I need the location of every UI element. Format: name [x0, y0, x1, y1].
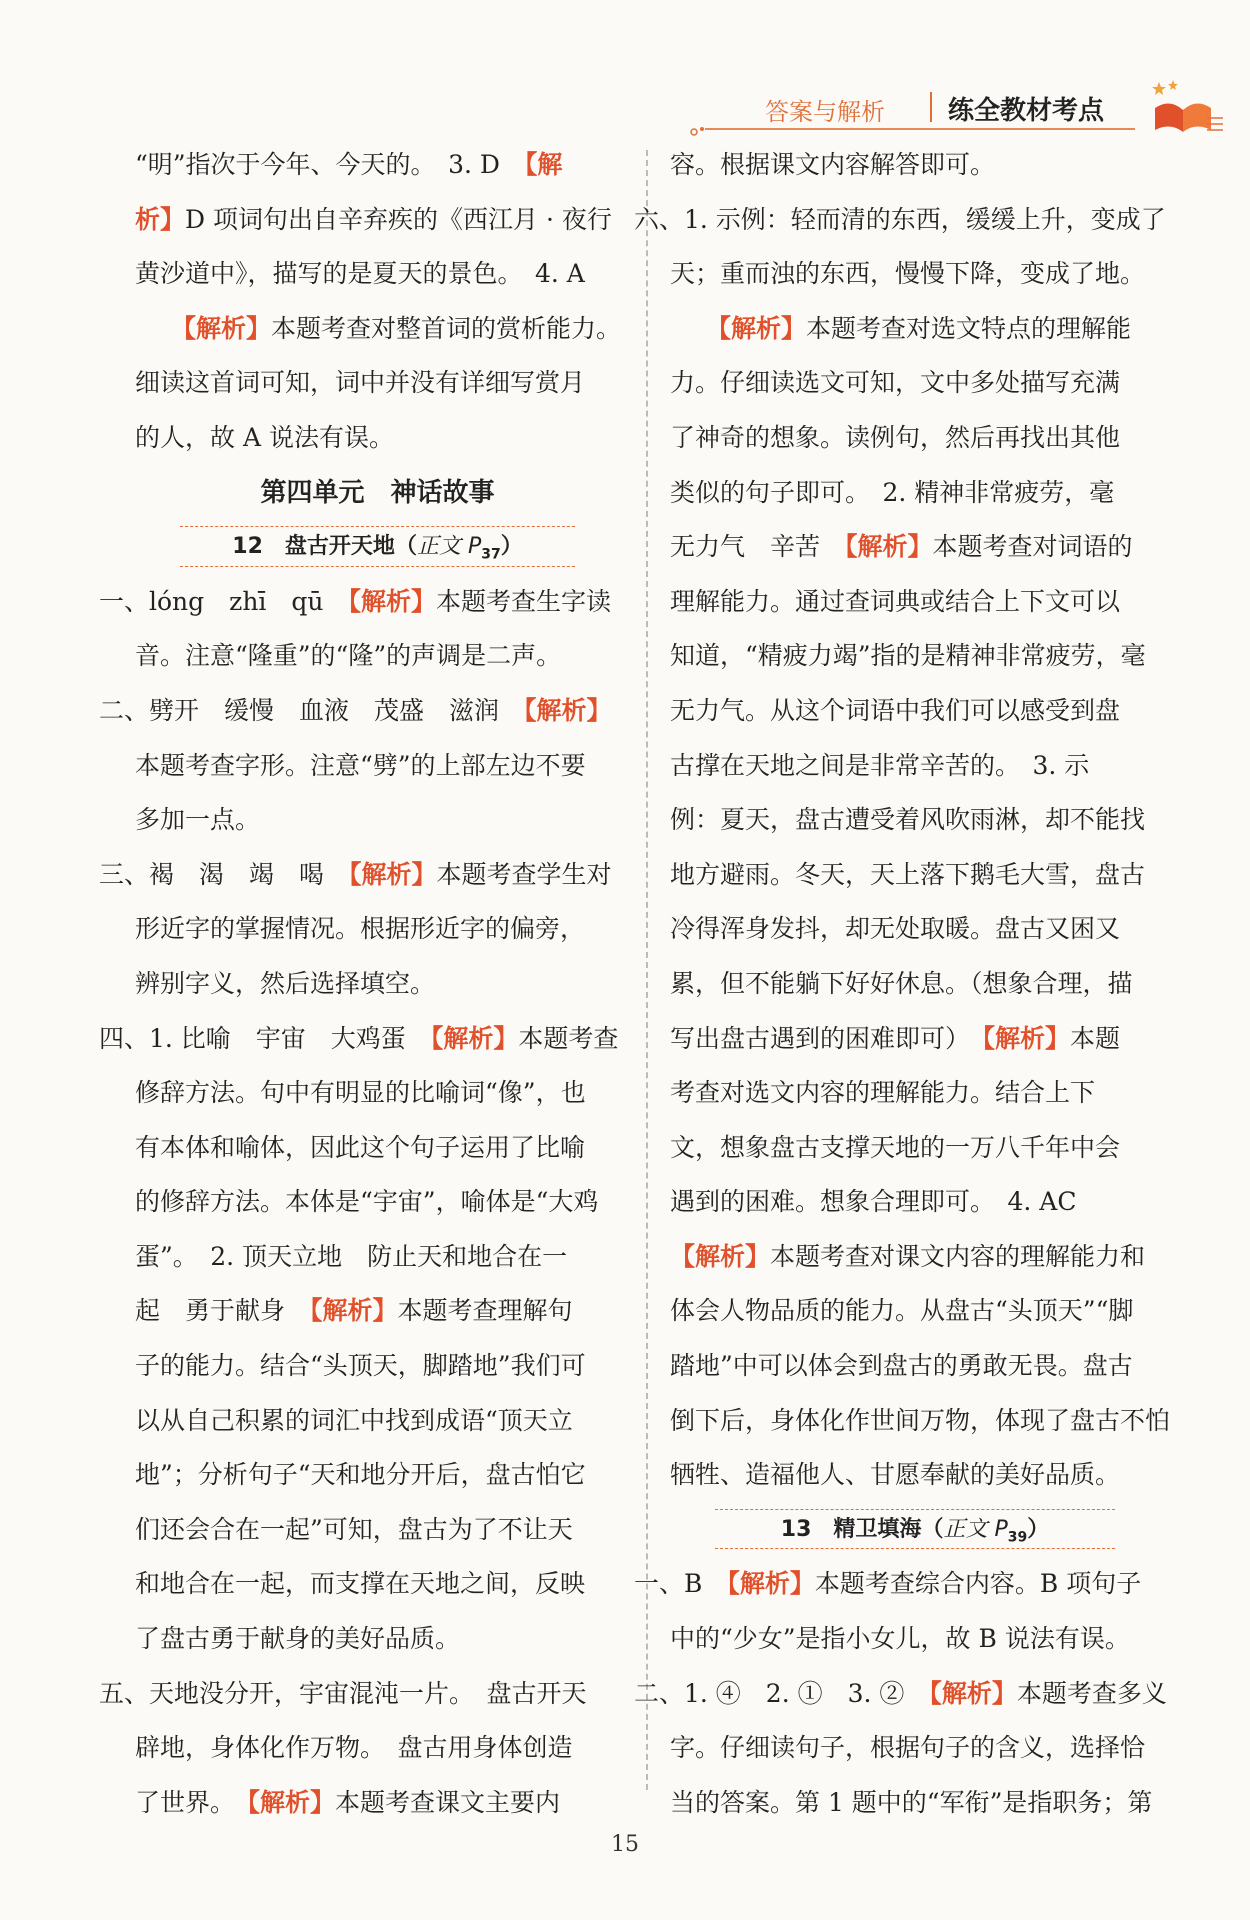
- text-segment: 二、1. ④ 2. ① 3. ②: [634, 1678, 930, 1708]
- text-line: [670, 957, 1160, 1012]
- text-segment: 踏地”中可以体会到盘古的勇敢无畏。盘古: [670, 1351, 1133, 1381]
- text-segment: 本题考查综合内容。B 项句子: [814, 1569, 1142, 1599]
- text-segment: “明”指次于今年、今天的。 3. D: [135, 150, 525, 179]
- text-line: [670, 629, 1160, 684]
- text-line: [670, 1776, 1160, 1831]
- text-line: [135, 1776, 620, 1831]
- left-column: [99, 138, 622, 1830]
- header-book-title: 练全教材考点: [948, 96, 1105, 126]
- dots-decoration-icon: [690, 120, 710, 140]
- analysis-tag: 【解析】: [706, 313, 807, 343]
- text-line: [670, 138, 1160, 193]
- text-line: [670, 1394, 1171, 1449]
- text-segment: 倒下后，身体化作世间万物，体现了盘古不怕: [670, 1405, 1171, 1435]
- analysis-tag: 【解析】: [349, 859, 437, 889]
- text-segment: 有本体和喻体，因此这个句子运用了比喻: [135, 1132, 586, 1162]
- text-segment: 细读这首词可知，词中并没有详细写赏月: [135, 368, 586, 398]
- text-segment: 本题考查多义: [1016, 1678, 1167, 1708]
- text-segment: 一、lóng zhī qū: [99, 586, 349, 616]
- text-segment: 知道，“精疲力竭”指的是精神非常疲劳，毫: [670, 641, 1146, 671]
- text-segment: 和地合在一起，而支撑在天地之间，反映: [135, 1569, 586, 1599]
- text-segment: 以从自己积累的词汇中找到成语“顶天立: [135, 1405, 573, 1435]
- lesson-13-title: 13 精卫填海（正文 $P_{39}$）: [670, 1503, 1160, 1558]
- analysis-tag: 析】: [135, 204, 186, 234]
- text-segment: 本题: [1070, 1023, 1121, 1053]
- analysis-tag: 【解析】: [310, 1296, 398, 1326]
- text-line: [670, 902, 1160, 957]
- text-segment: 本题考查对词语的: [932, 532, 1133, 562]
- text-segment: 写出盘古遇到的困难即可）: [670, 1023, 983, 1053]
- text-segment: 二、劈开 缓慢 血液 茂盛 滋润: [99, 695, 525, 725]
- text-segment: 本题考查: [518, 1023, 619, 1053]
- text-segment: 起 勇于献身: [135, 1296, 311, 1326]
- text-line: [135, 302, 620, 357]
- text-segment: 本题考查学生对: [436, 859, 612, 889]
- analysis-tag: 【解析】: [524, 695, 612, 725]
- text-line: [135, 957, 620, 1012]
- text-segment: 牺牲、造福他人、甘愿奉献的美好品质。: [670, 1460, 1121, 1490]
- text-line: [135, 793, 620, 848]
- text-segment: 力。仔细读选文可知，文中多处描写充满: [670, 368, 1121, 398]
- text-line: [99, 848, 620, 903]
- text-line: [135, 1448, 620, 1503]
- text-segment: 修辞方法。句中有明显的比喻词“像”，也: [135, 1078, 586, 1108]
- analysis-tag: 【解: [524, 150, 563, 179]
- text-line: [99, 684, 620, 739]
- text-segment: 地”；分析句子“天和地分开后，盘古怕它: [135, 1460, 586, 1490]
- analysis-tag: 【解析】: [727, 1569, 815, 1599]
- text-segment: 体会人物品质的能力。从盘古“头顶天”“脚: [670, 1296, 1134, 1326]
- text-line: [670, 848, 1160, 903]
- text-line: [670, 466, 1160, 521]
- text-segment: 五、天地没分开，宇宙混沌一片。 盘古开天: [99, 1678, 587, 1708]
- text-line: [670, 1612, 1160, 1667]
- text-line: [670, 1230, 1160, 1285]
- text-line: [670, 1121, 1160, 1176]
- analysis-tag: 【解析】: [845, 532, 933, 562]
- analysis-tag: 【解析】: [982, 1023, 1071, 1053]
- text-segment: 四、1. 比喻 宇宙 大鸡蛋: [99, 1023, 431, 1053]
- header-separator: [930, 92, 932, 122]
- text-line: [670, 739, 1160, 794]
- text-segment: 无力气 辛苦: [670, 532, 846, 562]
- text-segment: 古撑在天地之间是非常辛苦的。 3. 示: [670, 750, 1090, 780]
- text-line: [135, 411, 620, 466]
- text-line: [135, 138, 620, 193]
- text-line: [135, 1394, 620, 1449]
- text-line: [670, 793, 1160, 848]
- book-logo-icon: [1145, 78, 1225, 138]
- text-line: [670, 1721, 1160, 1776]
- text-segment: 了世界。: [135, 1787, 248, 1817]
- text-segment: 中的“少女”是指小女儿，故 B 说法有误。: [670, 1624, 1130, 1654]
- text-segment: 天；重而浊的东西，慢慢下降，变成了地。: [670, 259, 1146, 289]
- text-segment: 们还会合在一起”可知，盘古为了不让天: [135, 1514, 573, 1544]
- text-line: [135, 1339, 620, 1394]
- text-line: [99, 1012, 620, 1067]
- text-line: [634, 193, 1166, 248]
- text-segment: 子的能力。结合“头顶天，脚踏地”我们可: [135, 1351, 586, 1381]
- text-line: [135, 1503, 620, 1558]
- text-segment: 本题考查字形。注意“劈”的上部左边不要: [135, 750, 586, 780]
- text-segment: 地方避雨。冬天，天上落下鹅毛大雪，盘古: [670, 859, 1146, 889]
- text-segment: 本题考查对课文内容的理解能力和: [770, 1241, 1146, 1271]
- text-line: [99, 575, 620, 630]
- text-line: [670, 247, 1160, 302]
- lesson-12-title: 12 盘古开天地（正文 $P_{37}$）: [135, 520, 620, 575]
- text-line: [135, 1066, 620, 1121]
- unit-title: 第四单元 神话故事: [260, 477, 495, 508]
- analysis-tag: 【解析】: [670, 1241, 771, 1271]
- text-segment: 类似的句子即可。 2. 精神非常疲劳，毫: [670, 477, 1115, 507]
- text-segment: 字。仔细读句子，根据句子的含义，选择恰: [670, 1733, 1146, 1763]
- text-line: [670, 1339, 1160, 1394]
- column-divider: [646, 150, 648, 1790]
- text-line: [99, 1667, 620, 1722]
- text-segment: 本题考查对整首词的赏析能力。: [271, 313, 622, 343]
- analysis-tag: 【解析】: [247, 1787, 336, 1817]
- text-segment: 黄沙道中》，描写的是夏天的景色。 4. A: [135, 259, 585, 289]
- text-segment: 蛋”。 2. 顶天立地 防止天和地合在一: [135, 1241, 568, 1271]
- text-line: [670, 684, 1160, 739]
- text-line: [634, 1667, 1167, 1722]
- text-segment: 了神奇的想象。读例句，然后再找出其他: [670, 422, 1121, 452]
- text-segment: 一、B: [634, 1569, 728, 1599]
- text-line: [135, 1175, 620, 1230]
- text-segment: 六、1. 示例：轻而清的东西，缓缓上升，变成了: [634, 204, 1166, 234]
- text-line: [135, 1230, 620, 1285]
- right-column: [634, 138, 1171, 1830]
- text-line: [670, 520, 1160, 575]
- text-segment: 容。根据课文内容解答即可。: [670, 150, 996, 179]
- text-line: [135, 356, 620, 411]
- text-line: [135, 1721, 620, 1776]
- text-line: [670, 575, 1160, 630]
- text-line: [670, 302, 1160, 357]
- text-segment: 理解能力。通过查词典或结合上下文可以: [670, 586, 1121, 616]
- analysis-tag: 【解析】: [348, 586, 437, 616]
- page-header: [690, 78, 1230, 138]
- text-segment: 无力气。从这个词语中我们可以感受到盘: [670, 695, 1121, 725]
- text-line: [670, 1066, 1160, 1121]
- text-segment: D 项词句出自辛弃疾的《西江月 · 夜行: [185, 204, 612, 234]
- text-line: [670, 1448, 1160, 1503]
- text-segment: 例：夏天，盘古遭受着风吹雨淋，却不能找: [670, 805, 1146, 835]
- text-line: [670, 1284, 1160, 1339]
- text-segment: 三、褐 渴 竭 喝: [99, 859, 350, 889]
- text-segment: 本题考查生字读: [436, 586, 612, 616]
- header-section-label: 答案与解析: [765, 98, 885, 126]
- analysis-tag: 【解析】: [171, 313, 272, 343]
- text-segment: 遇到的困难。想象合理即可。 4. AC: [670, 1187, 1077, 1217]
- text-segment: 文，想象盘古支撑天地的一万八千年中会: [670, 1132, 1121, 1162]
- text-segment: 冷得浑身发抖，却无处取暖。盘古又困又: [670, 914, 1121, 944]
- text-line: [634, 1557, 1160, 1612]
- text-line: [135, 1121, 620, 1176]
- text-line: [670, 1175, 1160, 1230]
- text-segment: 本题考查对选文特点的理解能: [806, 313, 1132, 343]
- text-segment: 辨别字义，然后选择填空。: [135, 968, 436, 998]
- text-segment: 音。注意“隆重”的“隆”的声调是二声。: [135, 641, 562, 671]
- text-line: [670, 1012, 1160, 1067]
- text-segment: 多加一点。: [135, 805, 261, 835]
- text-segment: 形近字的掌握情况。根据形近字的偏旁，: [135, 914, 586, 944]
- text-line: [135, 247, 620, 302]
- text-segment: 了盘古勇于献身的美好品质。: [135, 1624, 461, 1654]
- text-segment: 当的答案。第 1 题中的“军衔”是指职务；第: [670, 1787, 1153, 1817]
- text-line: [135, 739, 620, 794]
- analysis-tag: 【解析】: [929, 1678, 1017, 1708]
- text-line: [670, 411, 1160, 466]
- text-line: [135, 193, 620, 248]
- text-segment: 累，但不能躺下好好休息。（想象合理，描: [670, 968, 1133, 998]
- text-segment: 考查对选文内容的理解能力。结合上下: [670, 1078, 1096, 1108]
- text-line: [135, 1612, 620, 1667]
- page-number: 15: [611, 1832, 639, 1857]
- text-line: [135, 1284, 620, 1339]
- text-segment: 辟地，身体化作万物。 盘古用身体创造: [135, 1733, 573, 1763]
- text-segment: 的人，故 A 说法有误。: [135, 422, 394, 452]
- text-segment: 的修辞方法。本体是“宇宙”，喻体是“大鸡: [135, 1187, 599, 1217]
- text-segment: 本题考查理解句: [397, 1296, 573, 1326]
- header-underline: [705, 128, 1135, 130]
- analysis-tag: 【解析】: [430, 1023, 519, 1053]
- text-segment: 本题考查课文主要内: [335, 1787, 561, 1817]
- text-line: [135, 1557, 620, 1612]
- text-line: [135, 629, 620, 684]
- text-line: [670, 356, 1160, 411]
- text-line: [135, 902, 620, 957]
